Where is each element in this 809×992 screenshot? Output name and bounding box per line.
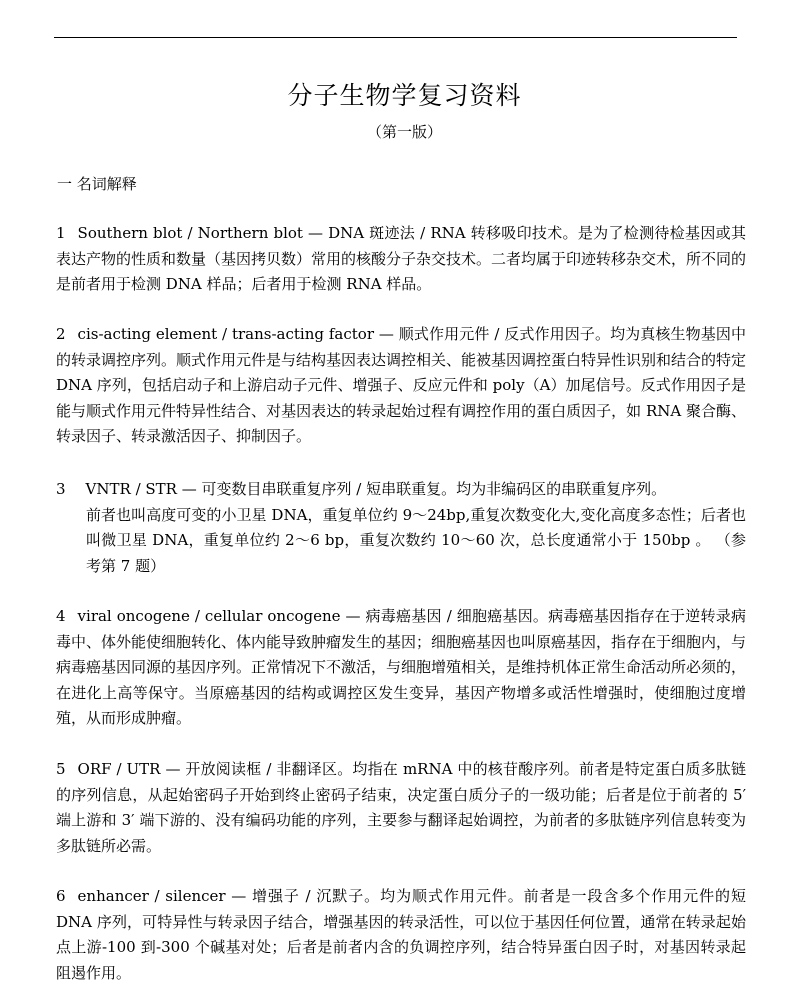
entry-number: 5 bbox=[56, 760, 66, 778]
term-entry-3 bbox=[56, 477, 746, 579]
entry-text: Southern blot / Northern blot — DNA 斑迹法 / RNA 转移吸印技术。是为了检测待检基因或其表达产物的性质和数量（基因拷贝数）常用的核酸分子杂交技术。二者均属于印迹转移杂交术，所不同的是前者用于检测 DNA 样品；后者用于检测 RNA 样品。 bbox=[56, 224, 747, 293]
term-entry-6 bbox=[56, 884, 746, 986]
entry-text: ORF / UTR — 开放阅读框 / 非翻译区。均指在 mRNA 中的核苷酸序列。前者是特定蛋白质多肽链的序列信息，从起始密码子开始到终止密码子结束，决定蛋白质分子的一级功能；后者是位于前者的 5′ 端上游和 3′ 端下游的、没有编码功能的序列，主要参与翻译起始调控，为前者的多肽链序列信息转变为多肽链所必需。 bbox=[56, 760, 746, 855]
edition-label: （第一版） bbox=[366, 123, 442, 141]
section-heading: 一 名词解释 bbox=[57, 175, 137, 193]
term-entry-1 bbox=[56, 221, 746, 298]
entry-number: 3 bbox=[56, 480, 66, 498]
entry-term: VNTR / STR — 可变数目串联重复序列 / 短串联重复。均为非编码区的串联重复序列。 bbox=[85, 480, 667, 498]
entry-first-line bbox=[56, 477, 746, 503]
entry-number: 4 bbox=[56, 607, 66, 625]
term-entry-5 bbox=[56, 757, 746, 859]
entry-number: 1 bbox=[56, 224, 66, 242]
term-entry-2 bbox=[56, 322, 746, 450]
entry-text: viral oncogene / cellular oncogene — 病毒癌基因 / 细胞癌基因。病毒癌基因指存在于逆转录病毒中、体外能使细胞转化、体内能导致肿瘤发生的基因；细胞癌基因也叫原癌基因，指存在于细胞内，与病毒癌基因同源的基因序列。正常情况下不激活，与细胞增殖相关，是维持机体正常生命活动所必须的，在进化上高等保守。当原癌基因的结构或调控区发生变异，基因产物增多或活性增强时，使细胞过度增殖，从而形成肿瘤。 bbox=[56, 607, 747, 727]
term-entry-4 bbox=[56, 604, 746, 732]
entry-number: 2 bbox=[56, 325, 66, 343]
entry-text: enhancer / silencer — 增强子 / 沉默子。均为顺式作用元件。前者是一段含多个作用元件的短 DNA 序列，可特异性与转录因子结合，增强基因的转录活性，可以位于基因任何位置，通常在转录起始点上游-100 到-300 个碱基对处；后者是前者内含的负调控序列，结合特异蛋白因子时，对基因转录起阻遏作用。 bbox=[56, 887, 746, 982]
document-title: 分子生物学复习资料 bbox=[287, 81, 522, 110]
entry-text: 前者也叫高度可变的小卫星 DNA，重复单位约 9～24bp,重复次数变化大,变化高度多态性；后者也叫微卫星 DNA，重复单位约 2～6 bp，重复次数约 10～60 次，总长度通常小于 150bp 。 （参考第 7 题） bbox=[86, 505, 746, 575]
header-rule bbox=[54, 37, 737, 38]
entry-number: 6 bbox=[56, 887, 66, 905]
entry-text: cis-acting element / trans-acting factor — 顺式作用元件 / 反式作用因子。均为真核生物基因中的转录调控序列。顺式作用元件是与结构基因表达调控相关、能被基因调控蛋白特异性识别和结合的特定 DNA 序列，包括启动子和上游启动子元件、增强子、反应元件和 poly（A）加尾信号。反式作用因子是能与顺式作用元件特异性结合、对基因表达的转录起始过程有调控作用的蛋白质因子，如 RNA 聚合酶、转录因子、转录激活因子、抑制因子。 bbox=[56, 325, 747, 445]
